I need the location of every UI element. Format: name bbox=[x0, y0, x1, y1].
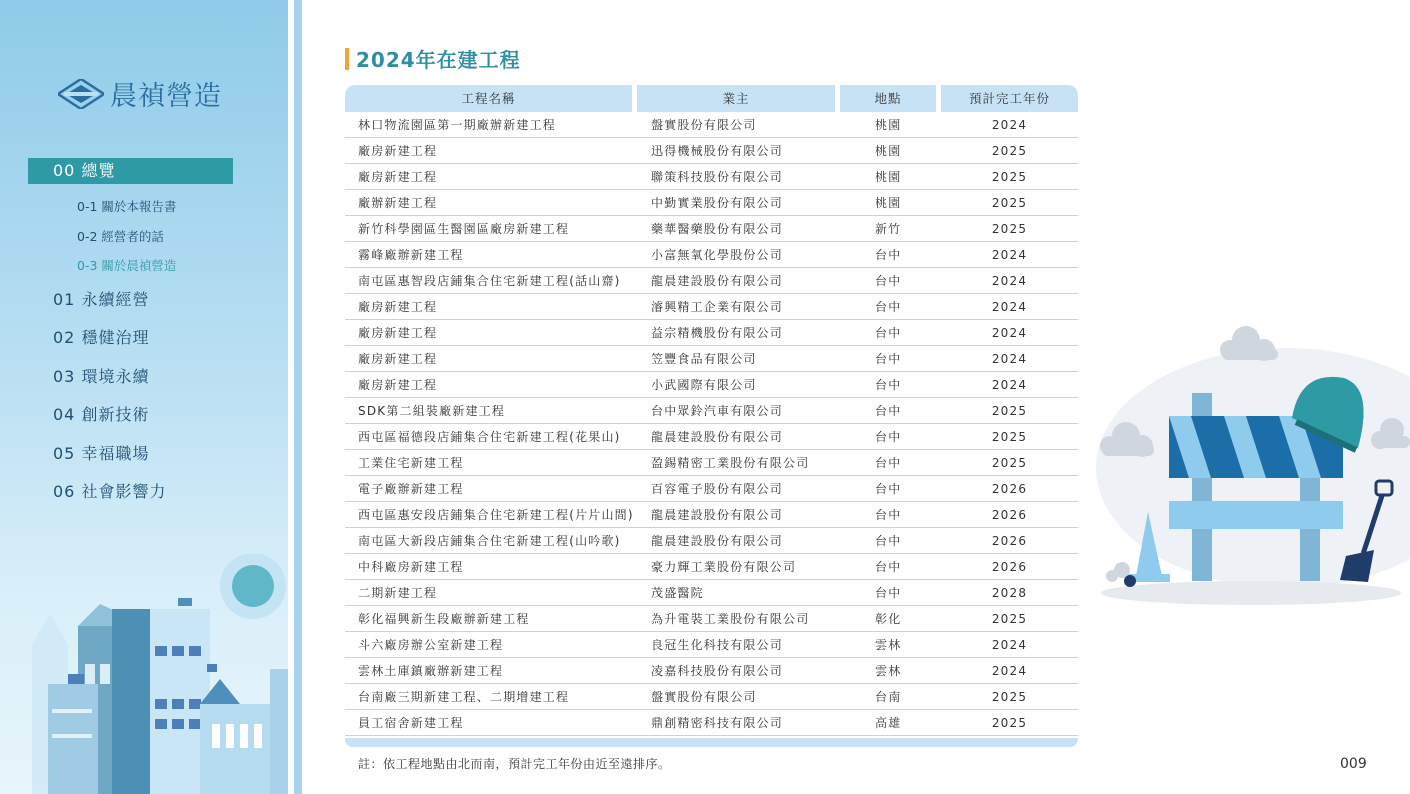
table-row bbox=[345, 684, 1078, 710]
table-row bbox=[345, 294, 1078, 320]
owner-cell: 聯策科技股份有限公司 bbox=[651, 170, 784, 184]
completion-year-cell: 2026 bbox=[991, 482, 1028, 496]
completion-year-cell: 2026 bbox=[991, 508, 1028, 522]
owner-cell: 中勤實業股份有限公司 bbox=[651, 196, 784, 210]
sidebar-divider bbox=[294, 0, 302, 794]
project-name-cell: 彰化福興新生段廠辦新建工程 bbox=[358, 612, 530, 626]
project-name-cell: 西屯區福德段店鋪集合住宅新建工程(花果山) bbox=[358, 430, 621, 444]
owner-cell: 盤實股份有限公司 bbox=[651, 118, 757, 132]
project-name-cell: 南屯區惠智段店鋪集合住宅新建工程(話山齋) bbox=[358, 274, 621, 288]
project-name-cell: SDK第二組裝廠新建工程 bbox=[358, 404, 506, 418]
project-name-cell: 廠房新建工程 bbox=[358, 144, 438, 158]
project-name-cell: 林口物流園區第一期廠辦新建工程 bbox=[358, 118, 557, 132]
location-cell: 桃園 bbox=[875, 196, 902, 210]
completion-year-cell: 2025 bbox=[991, 144, 1028, 158]
completion-year-cell: 2025 bbox=[991, 612, 1028, 626]
construction-barrier-illustration bbox=[1096, 318, 1410, 608]
location-cell: 台中 bbox=[875, 326, 902, 340]
owner-cell: 茂盛醫院 bbox=[651, 586, 704, 600]
title-accent-bar bbox=[345, 48, 349, 70]
project-name-cell: 西屯區惠安段店鋪集合住宅新建工程(片片山間) bbox=[358, 508, 634, 522]
project-name-cell: 廠房新建工程 bbox=[358, 378, 438, 392]
completion-year-cell: 2025 bbox=[991, 196, 1028, 210]
brand-name: 晨禎營造 bbox=[110, 81, 222, 112]
table-row bbox=[345, 424, 1078, 450]
completion-year-cell: 2025 bbox=[991, 222, 1028, 236]
table-row bbox=[345, 268, 1078, 294]
location-cell: 台中 bbox=[875, 248, 902, 262]
nav-sub-about-report[interactable]: 0-1 關於本報告書 bbox=[77, 199, 177, 214]
owner-cell: 為升電裝工業股份有限公司 bbox=[651, 612, 810, 626]
nav-item-environment[interactable]: 03 環境永續 bbox=[53, 366, 150, 386]
side-nav bbox=[28, 158, 233, 512]
table-row bbox=[345, 164, 1078, 190]
completion-year-cell: 2025 bbox=[991, 430, 1028, 444]
location-cell: 台中 bbox=[875, 482, 902, 496]
nav-item-governance[interactable]: 02 穩健治理 bbox=[53, 328, 150, 347]
owner-cell: 迅得機械股份有限公司 bbox=[651, 144, 784, 158]
location-cell: 台南 bbox=[875, 690, 902, 704]
location-cell: 雲林 bbox=[875, 664, 902, 678]
completion-year-cell: 2024 bbox=[991, 248, 1028, 262]
table-row bbox=[345, 710, 1078, 736]
logo-mark-icon bbox=[58, 79, 104, 109]
completion-year-cell: 2024 bbox=[991, 352, 1028, 366]
completion-year-cell: 2025 bbox=[991, 170, 1028, 184]
table-header bbox=[345, 85, 1078, 112]
nav-item-overview[interactable]: 00 總覽 bbox=[28, 158, 233, 184]
completion-year-cell: 2024 bbox=[991, 378, 1028, 392]
completion-year-cell: 2024 bbox=[991, 118, 1028, 132]
table-row bbox=[345, 346, 1078, 372]
table-row bbox=[345, 606, 1078, 632]
sidebar bbox=[0, 0, 288, 794]
project-name-cell: 南屯區大新段店鋪集合住宅新建工程(山吟歌) bbox=[358, 534, 621, 548]
location-cell: 新竹 bbox=[875, 222, 902, 236]
completion-year-cell: 2024 bbox=[991, 664, 1028, 678]
location-cell: 台中 bbox=[875, 404, 902, 418]
completion-year-cell: 2025 bbox=[991, 456, 1028, 470]
page-number: 009 bbox=[1340, 756, 1367, 772]
owner-cell: 小富無氧化學股份公司 bbox=[651, 248, 784, 262]
owner-cell: 龍晨建設股份有限公司 bbox=[651, 430, 784, 444]
project-name-cell: 廠房新建工程 bbox=[358, 352, 438, 366]
owner-cell: 小武國際有限公司 bbox=[651, 378, 757, 392]
table-row bbox=[345, 450, 1078, 476]
location-cell: 高雄 bbox=[875, 716, 902, 730]
completion-year-cell: 2028 bbox=[991, 586, 1028, 600]
nav-sub-about-company[interactable]: 0-3 關於晨禎營造 bbox=[77, 258, 177, 273]
table-row bbox=[345, 242, 1078, 268]
table-row bbox=[345, 138, 1078, 164]
nav-item-innovation[interactable]: 04 創新技術 bbox=[53, 405, 150, 424]
project-name-cell: 二期新建工程 bbox=[358, 586, 438, 600]
completion-year-cell: 2024 bbox=[991, 274, 1028, 288]
project-name-cell: 廠房新建工程 bbox=[358, 300, 438, 314]
owner-cell: 濬興精工企業有限公司 bbox=[651, 300, 784, 314]
owner-cell: 鼎創精密科技有限公司 bbox=[651, 716, 784, 730]
table-row bbox=[345, 398, 1078, 424]
location-cell: 桃園 bbox=[875, 170, 902, 184]
location-cell: 台中 bbox=[875, 508, 902, 522]
location-cell: 台中 bbox=[875, 300, 902, 314]
table-row bbox=[345, 372, 1078, 398]
completion-year-cell: 2026 bbox=[991, 560, 1028, 574]
table-footer-bar bbox=[345, 738, 1078, 747]
project-name-cell: 員工宿舍新建工程 bbox=[358, 716, 464, 730]
column-header-completion-year: 預計完工年份 bbox=[941, 85, 1078, 112]
location-cell: 台中 bbox=[875, 352, 902, 366]
project-name-cell: 廠房新建工程 bbox=[358, 170, 438, 184]
column-header-project: 工程名稱 bbox=[345, 85, 632, 112]
owner-cell: 盤實股份有限公司 bbox=[651, 690, 757, 704]
project-name-cell: 新竹科學園區生醫園區廠房新建工程 bbox=[358, 222, 570, 236]
completion-year-cell: 2026 bbox=[991, 534, 1028, 548]
projects-table bbox=[345, 85, 1078, 747]
table-row bbox=[345, 528, 1078, 554]
owner-cell: 豪力輝工業股份有限公司 bbox=[651, 560, 797, 574]
location-cell: 台中 bbox=[875, 430, 902, 444]
owner-cell: 良冠生化科技有限公司 bbox=[651, 638, 784, 652]
owner-cell: 台中眾鈴汽車有限公司 bbox=[651, 404, 784, 418]
location-cell: 桃園 bbox=[875, 144, 902, 158]
location-cell: 桃園 bbox=[875, 118, 902, 132]
table-row bbox=[345, 476, 1078, 502]
table-body bbox=[345, 112, 1078, 736]
location-cell: 台中 bbox=[875, 560, 902, 574]
nav-item-workplace[interactable]: 05 幸福職場 bbox=[53, 443, 150, 463]
project-name-cell: 工業住宅新建工程 bbox=[358, 456, 464, 470]
location-cell: 雲林 bbox=[875, 638, 902, 652]
location-cell: 彰化 bbox=[875, 612, 902, 626]
table-row bbox=[345, 320, 1078, 346]
column-header-owner: 業主 bbox=[637, 85, 835, 112]
owner-cell: 百容電子股份有限公司 bbox=[651, 482, 784, 496]
project-name-cell: 斗六廠房辦公室新建工程 bbox=[358, 638, 504, 652]
owner-cell: 盈錫精密工業股份有限公司 bbox=[651, 456, 810, 470]
table-row bbox=[345, 554, 1078, 580]
nav-item-social-impact[interactable]: 06 社會影響力 bbox=[53, 482, 167, 501]
completion-year-cell: 2025 bbox=[991, 716, 1028, 730]
owner-cell: 益宗精機股份有限公司 bbox=[651, 326, 784, 340]
completion-year-cell: 2024 bbox=[991, 326, 1028, 340]
city-skyline-illustration bbox=[0, 554, 288, 794]
table-row bbox=[345, 502, 1078, 528]
project-name-cell: 中科廠房新建工程 bbox=[358, 560, 464, 574]
location-cell: 台中 bbox=[875, 534, 902, 548]
location-cell: 台中 bbox=[875, 586, 902, 600]
completion-year-cell: 2024 bbox=[991, 300, 1028, 314]
completion-year-cell: 2024 bbox=[991, 638, 1028, 652]
location-cell: 台中 bbox=[875, 378, 902, 392]
location-cell: 台中 bbox=[875, 456, 902, 470]
table-row bbox=[345, 658, 1078, 684]
completion-year-cell: 2025 bbox=[991, 690, 1028, 704]
project-name-cell: 廠房新建工程 bbox=[358, 326, 438, 340]
table-note: 註：依工程地點由北而南，預計完工年份由近至遠排序。 bbox=[358, 757, 671, 771]
project-name-cell: 台南廠三期新建工程、二期增建工程 bbox=[358, 690, 570, 704]
brand-logo[interactable] bbox=[58, 74, 222, 113]
nav-item-sustainable-operation[interactable]: 01 永續經營 bbox=[53, 289, 150, 309]
nav-sub-ceo-message[interactable]: 0-2 經營者的話 bbox=[77, 228, 164, 244]
table-row bbox=[345, 632, 1078, 658]
table-row bbox=[345, 216, 1078, 242]
page-title: 2024年在建工程 bbox=[356, 48, 521, 72]
owner-cell: 龍晨建設股份有限公司 bbox=[651, 508, 784, 522]
completion-year-cell: 2025 bbox=[991, 404, 1028, 418]
table-row bbox=[345, 112, 1078, 138]
location-cell: 台中 bbox=[875, 274, 902, 288]
project-name-cell: 霧峰廠辦新建工程 bbox=[358, 248, 464, 262]
owner-cell: 藥華醫藥股份有限公司 bbox=[651, 222, 784, 236]
owner-cell: 龍晨建設股份有限公司 bbox=[651, 274, 784, 288]
project-name-cell: 廠辦新建工程 bbox=[358, 196, 438, 210]
table-row bbox=[345, 190, 1078, 216]
column-header-location: 地點 bbox=[840, 85, 936, 112]
owner-cell: 凌嘉科技股份有限公司 bbox=[651, 664, 784, 678]
table-row bbox=[345, 580, 1078, 606]
project-name-cell: 電子廠辦新建工程 bbox=[358, 482, 464, 496]
project-name-cell: 雲林土庫鎮廠辦新建工程 bbox=[358, 664, 504, 678]
owner-cell: 笠豐食品有限公司 bbox=[651, 352, 757, 366]
owner-cell: 龍晨建設股份有限公司 bbox=[651, 534, 784, 548]
